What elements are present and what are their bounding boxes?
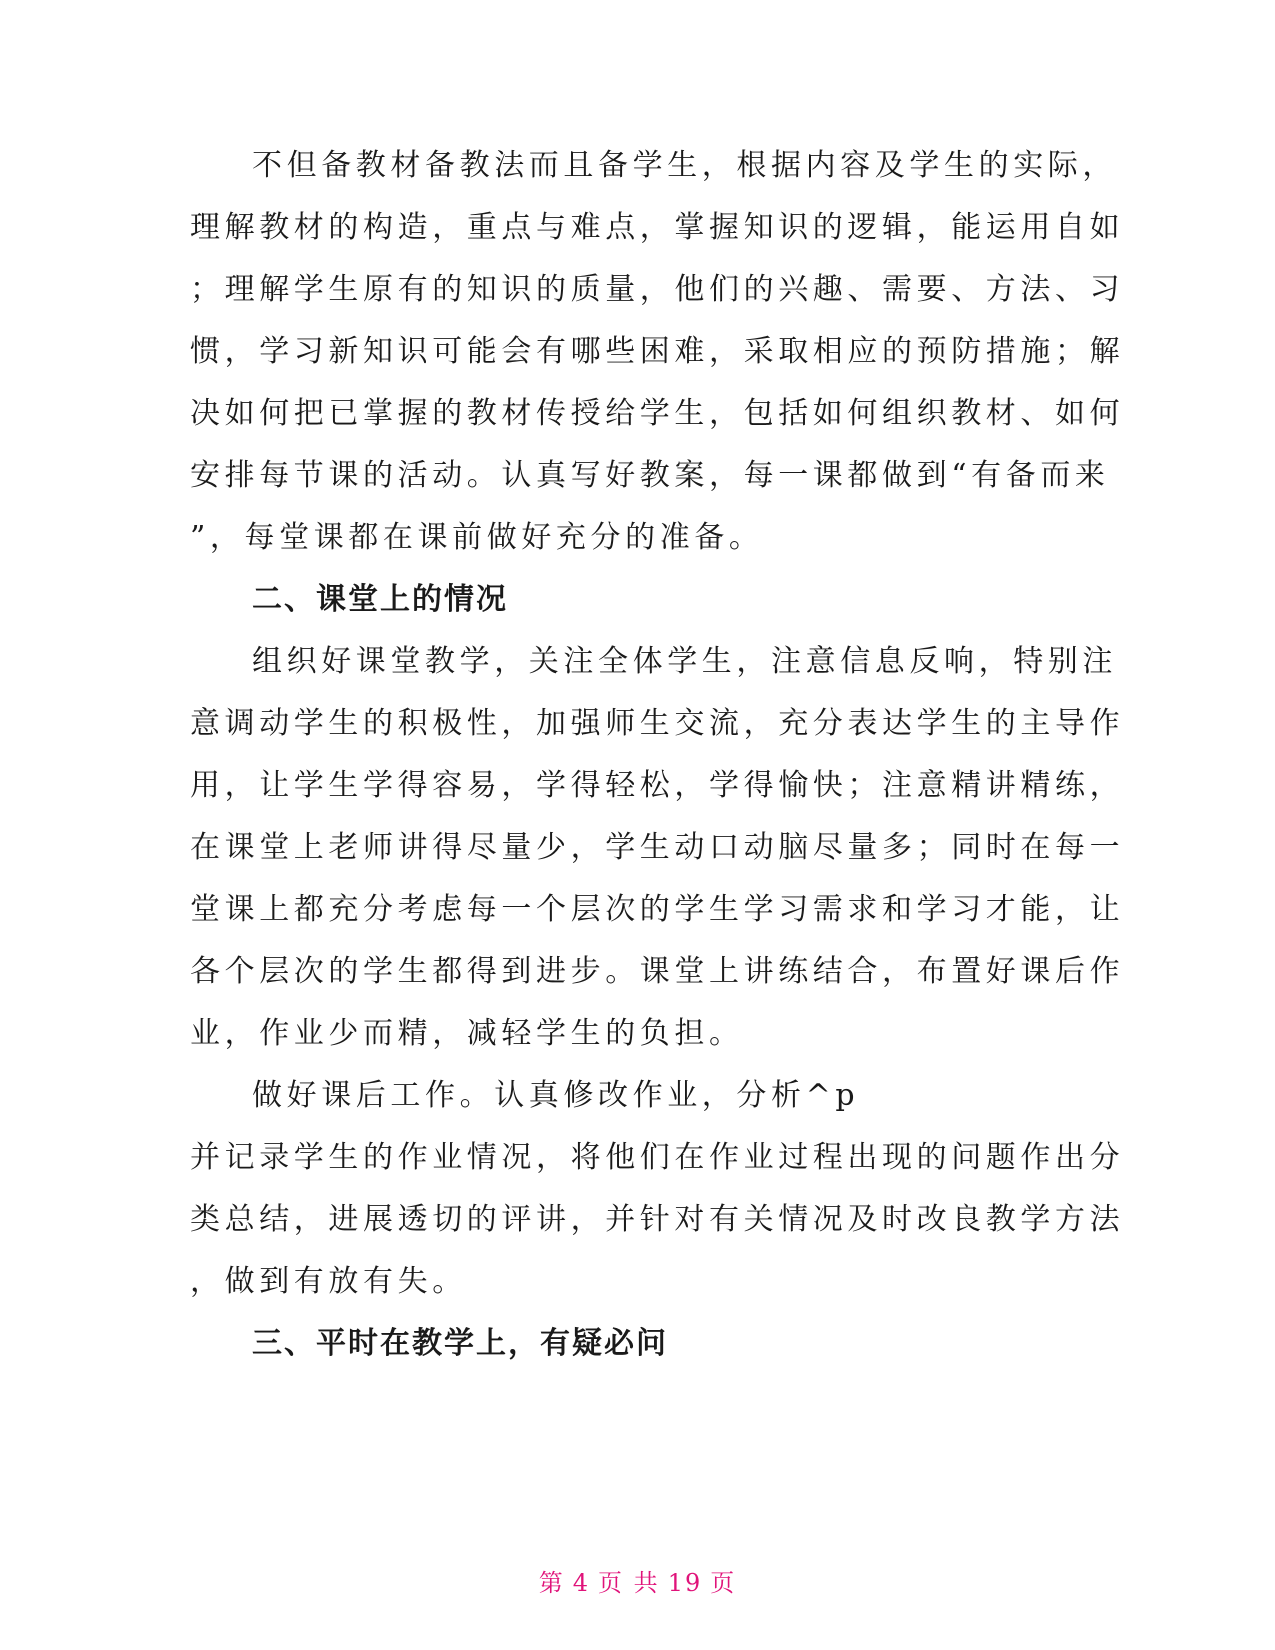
paragraph-line: 不但备教材备教法而且备学生，根据内容及学生的实际， — [252, 148, 1117, 183]
paragraph-line: ”，每堂课都在课前做好充分的准备。 — [190, 520, 764, 555]
paragraph-line: 做好课后工作。认真修改作业，分析^p — [252, 1078, 860, 1113]
paragraph-line: 并记录学生的作业情况，将他们在作业过程出现的问题作出分 — [190, 1140, 1125, 1175]
paragraph-line: 惯，学习新知识可能会有哪些困难，采取相应的预防措施；解 — [190, 334, 1125, 369]
paragraph-line: ，做到有放有失。 — [190, 1264, 467, 1299]
paragraph-line: 在课堂上老师讲得尽量少，学生动口动脑尽量多；同时在每一 — [190, 830, 1125, 865]
footer-suffix: 页 — [710, 1569, 737, 1597]
paragraph-line: 组织好课堂教学，关注全体学生，注意信息反响，特别注 — [252, 644, 1117, 679]
footer-prefix: 第 — [538, 1569, 565, 1597]
paragraph-line: 意调动学生的积极性，加强师生交流，充分表达学生的主导作 — [190, 706, 1125, 741]
paragraph-line: 业，作业少而精，减轻学生的负担。 — [190, 1016, 744, 1051]
paragraph-line: 各个层次的学生都得到进步。课堂上讲练结合，布置好课后作 — [190, 954, 1125, 989]
section-heading: 二、课堂上的情况 — [252, 582, 508, 617]
section-heading: 三、平时在教学上，有疑必问 — [252, 1326, 668, 1361]
paragraph-line: 类总结，进展透切的评讲，并针对有关情况及时改良教学方法 — [190, 1202, 1125, 1237]
total-page-count: 19 — [667, 1569, 703, 1597]
current-page-number: 4 — [572, 1569, 591, 1597]
paragraph-line: ；理解学生原有的知识的质量，他们的兴趣、需要、方法、习 — [190, 272, 1125, 307]
page-footer — [0, 1563, 1275, 1598]
paragraph-line: 用，让学生学得容易，学得轻松，学得愉快；注意精讲精练， — [190, 768, 1125, 803]
paragraph-line: 决如何把已掌握的教材传授给学生，包括如何组织教材、如何 — [190, 396, 1125, 431]
footer-middle: 页 共 — [598, 1569, 660, 1597]
paragraph-line: 堂课上都充分考虑每一个层次的学生学习需求和学习才能，让 — [190, 892, 1125, 927]
paragraph-line: 安排每节课的活动。认真写好教案，每一课都做到“有备而来 — [190, 458, 1110, 493]
paragraph-line: 理解教材的构造，重点与难点，掌握知识的逻辑，能运用自如 — [190, 210, 1125, 245]
